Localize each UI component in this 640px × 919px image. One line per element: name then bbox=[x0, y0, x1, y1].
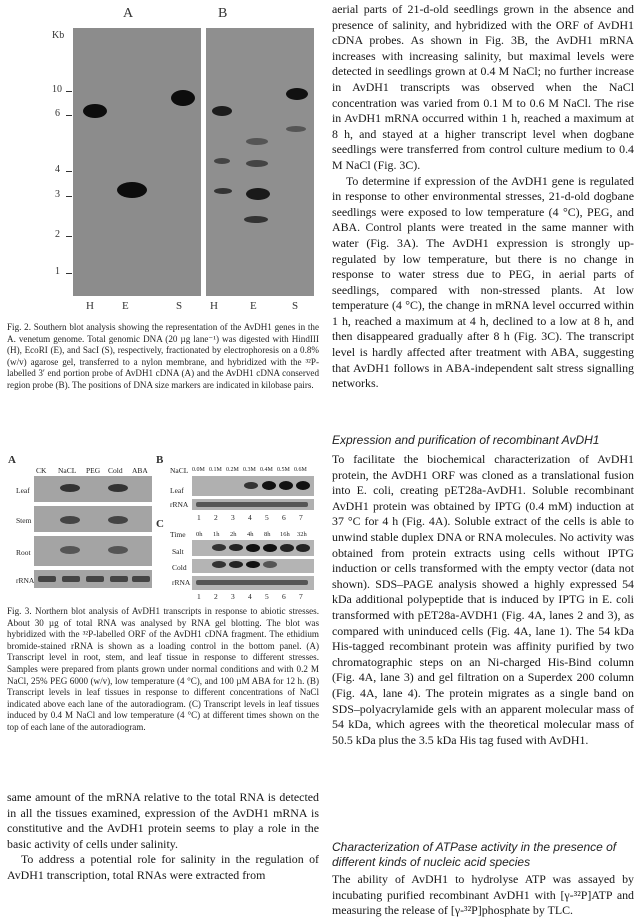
conc-label: 0.5M bbox=[277, 467, 290, 473]
lane-number: 4 bbox=[248, 592, 252, 601]
lane-number: 4 bbox=[248, 513, 252, 522]
band bbox=[246, 138, 268, 145]
northern-blot-b bbox=[192, 476, 314, 510]
paragraph: The ability of AvDH1 to hydrolyse ATP was assayed by incubating purified recombinant AvDH1 with [γ-³²P]ATP and measuring the release of [γ-³²P]phosphate by TLC. bbox=[332, 872, 634, 918]
lane-label: S bbox=[292, 300, 299, 312]
time-label: 0h bbox=[196, 531, 203, 538]
lane-label: H bbox=[210, 300, 218, 312]
fig2-caption: Fig. 2. Southern blot analysis showing the representation of the AvDH1 genes in the A. venetum genome. Total genomic DNA (20 µg lane⁻¹) was digested with HindIII (H), EcoRI (E), and SacI (S), respectively, fractionated by electrophoresis on a 0.8% (w/v) agarose gel, transferred to a nylon membrane, and hybridized with the ³²P-labelled 3′ end portion probe of AvDH1 cDNA (A) and the AvDH1 cDNA conserved region probe (B). The positions of DNA size markers are indicated in kilobase pairs. bbox=[7, 322, 319, 390]
band bbox=[214, 158, 230, 164]
column-label: Cold bbox=[108, 466, 123, 475]
fig3-panel-b-label: B bbox=[156, 454, 164, 466]
right-column-text-top bbox=[332, 2, 634, 392]
column-label: PEG bbox=[86, 466, 101, 475]
fig3-panel-c-label: C bbox=[156, 518, 164, 530]
row-label: Salt bbox=[172, 547, 184, 556]
lane-number: 2 bbox=[214, 592, 218, 601]
band bbox=[214, 188, 232, 194]
size-marker: 3 bbox=[55, 189, 60, 200]
lane-label: E bbox=[122, 300, 129, 312]
northern-blot-a bbox=[34, 476, 152, 588]
band bbox=[246, 188, 270, 200]
size-marker: 1 bbox=[55, 266, 60, 277]
nacl-header: NaCL bbox=[170, 466, 189, 475]
band bbox=[244, 216, 268, 223]
section-heading: Expression and purification of recombinant AvDH1 bbox=[332, 433, 600, 447]
southern-blot-b bbox=[206, 28, 314, 296]
row-label: Root bbox=[16, 548, 31, 557]
fig2-panel-a-label: A bbox=[123, 6, 134, 21]
conc-label: 0.1M bbox=[209, 467, 222, 473]
figure-3 bbox=[6, 452, 320, 590]
paragraph: To facilitate the biochemical characterization of AvDH1 protein, the AvDH1 ORF was cloned as a translational fusion into E. coli, creating pET28a-AvDH1. Soluble recombinant AvDH1 protein was obtained by IPTG (0.4 mM) induction at 37 °C for 4 h (Fig. 4A). Soluble extract of the cells is able to unwind stable duplex DNA or RNA molecules. No activity was obtained from protein extracts using cells without IPTG induction or cells transformed with the empty vector (data not shown). SDS–PAGE analysis showed a highly expressed 54 kDa additional polypeptide that is induced by IPTG in E. coli transformed with pET28a-AVDH1 (Fig. 4A, lanes 2 and 3), as compared with uninduced cells (Fig. 4A, lane 1). The 54 kDa His-tagged recombinant protein was affinity purified by two chromatographic steps on an Ni-charged His-Bind column (Fig. 4A, lane 3) and gel filtration on a Superdex 200 column (Fig. 4A, lane 4). The protein migrates as a single band on SDS–polyacrylamide gels with an apparent molecular mass of 54 kDa, which agrees with the theoretical molecular mass of 50.5 kDa plus the 3.5 kDa His tag fused with AvDH1. bbox=[332, 452, 634, 747]
conc-label: 0.3M bbox=[243, 467, 256, 473]
lane-label: E bbox=[250, 300, 257, 312]
time-label: 1h bbox=[213, 531, 220, 538]
right-column-text-mid bbox=[332, 452, 634, 748]
size-marker: 6 bbox=[55, 108, 60, 119]
paragraph: To address a potential role for salinity in the regulation of AvDH1 transcription, total RNAs were extracted from bbox=[7, 852, 319, 882]
conc-label: 0.2M bbox=[226, 467, 239, 473]
column-label: ABA bbox=[132, 466, 148, 475]
row-label: rRNA bbox=[16, 576, 35, 585]
lane-label: H bbox=[86, 300, 94, 312]
paragraph: aerial parts of 21-d-old seedlings grown in the absence and presence of salinity, and hybridized with the ORF of AvDH1 cDNA probes. As shown in Fig. 3B, the AvDH1 mRNA increases with increasing salinity, but maximal levels were detected in seedlings grown at 0.4 M NaCl; no further increase in AvDH1 transcripts was observed when the NaCl concentration was varied from 0.1 M to 0.6 M NaCl. The rise in AvDH1 mRNA occurred within 1 h, reached a maximum at 8 h, and stayed at a higher transcript level when dogbane seedlings were transferred from control culture medium to 0.4 M NaCl (Fig. 3C). bbox=[332, 2, 634, 172]
lane-number: 6 bbox=[282, 513, 286, 522]
band bbox=[117, 182, 147, 198]
row-label: Leaf bbox=[170, 486, 184, 495]
fig2-panel-b-label: B bbox=[218, 6, 228, 21]
time-label: 8h bbox=[264, 531, 271, 538]
row-label: rRNA bbox=[170, 500, 189, 509]
left-column-text bbox=[7, 790, 319, 884]
lane-number: 7 bbox=[299, 592, 303, 601]
time-label: 16h bbox=[280, 531, 290, 538]
band bbox=[246, 160, 268, 167]
band bbox=[212, 106, 232, 116]
row-label: Stem bbox=[16, 516, 32, 525]
row-label: Leaf bbox=[16, 486, 30, 495]
section-heading: Characterization of ATPase activity in the presence of different kinds of nucleic acid species bbox=[332, 840, 617, 869]
conc-label: 0.0M bbox=[192, 467, 205, 473]
right-column-text-bottom bbox=[332, 872, 634, 919]
size-marker: 10 bbox=[52, 84, 62, 95]
column-label: NaCL bbox=[58, 466, 77, 475]
band bbox=[83, 104, 107, 118]
lane-number: 3 bbox=[231, 513, 235, 522]
northern-blot-c bbox=[192, 540, 314, 590]
figure-2 bbox=[30, 0, 320, 320]
lane-number: 6 bbox=[282, 592, 286, 601]
band bbox=[286, 126, 306, 132]
southern-blot-a bbox=[73, 28, 201, 296]
lane-number: 5 bbox=[265, 513, 269, 522]
lane-number: 1 bbox=[197, 592, 201, 601]
lane-number: 7 bbox=[299, 513, 303, 522]
row-label: rRNA bbox=[172, 578, 191, 587]
paragraph: same amount of the mRNA relative to the total RNA is detected in all the tissues examined, expression of the AvDH1 mRNA is constitutive and the AvDH1 protein seems to play a role in the basic activity of cells under salinity. bbox=[7, 790, 319, 851]
time-header: Time bbox=[170, 530, 186, 539]
time-label: 4h bbox=[247, 531, 254, 538]
fig2-kb-label: Kb bbox=[52, 30, 65, 41]
lane-number: 1 bbox=[197, 513, 201, 522]
paragraph: To determine if expression of the AvDH1 gene is regulated in response to other environmental stresses, 21-d-old dogbane seedlings were exposed to low temperature (4 °C), PEG, and ABA. Control plants were treated in the same manner with water (Fig. 3A). The AvDH1 expression is strongly up-regulated by low temperature, but there is no change in response to water stress due to PEG, in aerial parts of seedlings, compared with non-stressed plants. At low temperature (4 °C), the change in mRNA level occurred within 1 h, reached a maximum at 4 h, declined to a low at 8 h, and then disappeared gradually after 8 h (Fig. 3C). The transcript level is hardly affected after treatment with ABA, suggesting that AvDH1 follows in ABA-independent salt stress signalling networks. bbox=[332, 173, 634, 391]
lane-label: S bbox=[176, 300, 183, 312]
time-label: 32h bbox=[297, 531, 307, 538]
fig3-caption: Fig. 3. Northern blot analysis of AvDH1 transcripts in response to abiotic stresses. About 30 µg of total RNA was analysed by RNA gel blotting. The blot was hybridized with the ³²P-labelled ORF of the AvDH1 cDNA fragment. The ethidium bromide-stained rRNA is shown as a loading control in the bottom panel. (A) Transcript level in root, stem, and leaf tissue in response to different stresses. Samples were prepared from plants grown under normal conditions and with 0.2 M NaCl, 25% PEG 6000 (w/v), low temperature (4 °C), and 100 µM ABA for 12 h. (B) Transcript levels in leaf tissues in response to different concentrations of NaCl indicated above each lane of the autoradiogram. (C) Transcript levels in leaf tissues induced by 0.4 M NaCl and low temperature (4 °C) at different times shown on the top of each lane of the autoradiogram. bbox=[7, 606, 319, 732]
size-marker: 2 bbox=[55, 229, 60, 240]
column-label: CK bbox=[36, 466, 47, 475]
lane-number: 5 bbox=[265, 592, 269, 601]
lane-number: 2 bbox=[214, 513, 218, 522]
size-marker: 4 bbox=[55, 164, 60, 175]
band bbox=[171, 90, 195, 106]
conc-label: 0.4M bbox=[260, 467, 273, 473]
fig3-panel-a-label: A bbox=[8, 454, 16, 466]
row-label: Cold bbox=[172, 563, 187, 572]
lane-number: 3 bbox=[231, 592, 235, 601]
time-label: 2h bbox=[230, 531, 237, 538]
band bbox=[286, 88, 308, 100]
conc-label: 0.6M bbox=[294, 467, 307, 473]
